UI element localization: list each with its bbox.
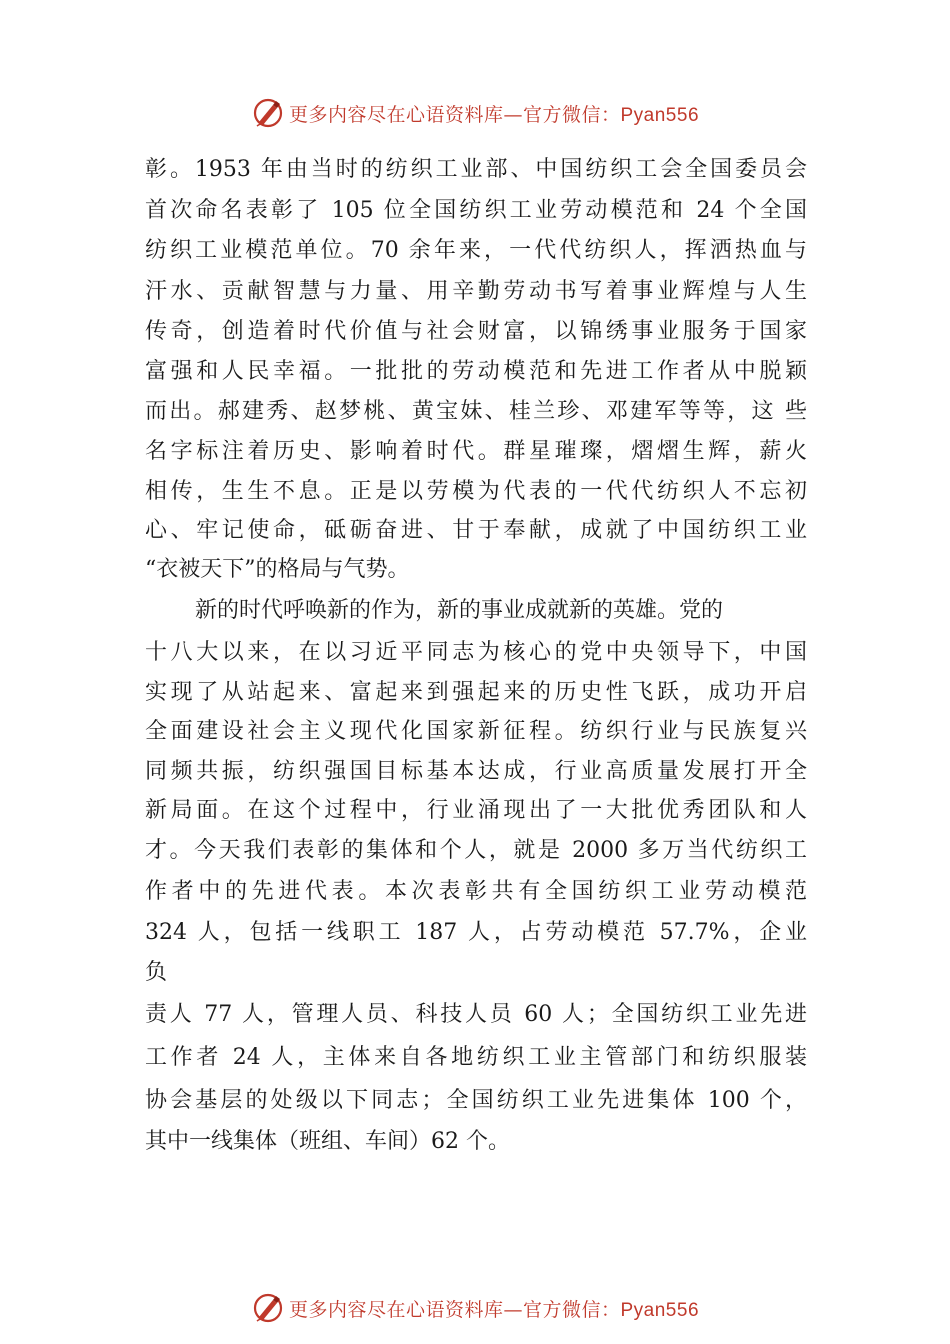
pen-logo-icon <box>251 96 285 130</box>
watermark-handle: Pyan556 <box>620 1299 700 1321</box>
body-line: 实现了从站起来、富起来到强起来的历史性飞跃，成功开启 <box>145 680 807 705</box>
watermark-brand: 更多内容尽在心语资料库—官方微信： <box>288 1298 621 1321</box>
paragraph-start-line: 新的时代呼唤新的作为，新的事业成就新的英雄。党的 <box>195 598 724 623</box>
body-line: 同频共振，纺织强国目标基本达成，行业高质量发展打开全 <box>145 759 807 784</box>
body-line: 首次命名表彰了 105 位全国纺织工业劳动模范和 24 个全国 <box>145 198 807 223</box>
body-line: 相传，生生不息。正是以劳模为代表的一代代纺织人不忘初 <box>145 479 807 504</box>
body-line: 名字标注着历史、影响着时代。群星璀璨，熠熠生辉，薪火 <box>145 439 807 464</box>
watermark-handle: Pyan556 <box>620 104 700 126</box>
body-line: 全面建设社会主义现代化国家新征程。纺织行业与民族复兴 <box>145 719 807 744</box>
body-line: 纺织工业模范单位。70 余年来，一代代纺织人，挥洒热血与 <box>145 238 807 263</box>
watermark-text <box>289 100 699 127</box>
body-line: 汗水、贡献智慧与力量、用辛勤劳动书写着事业辉煌与人生 <box>145 279 807 304</box>
body-line: “衣被天下”的格局与气势。 <box>145 557 410 582</box>
body-line: 而出。郝建秀、赵梦桃、黄宝妹、桂兰珍、邓建军等等，这 些 <box>145 399 807 424</box>
body-line: 彰。1953 年由当时的纺织工业部、中国纺织工会全国委员会 <box>145 157 807 182</box>
body-line: 传奇，创造着时代价值与社会财富，以锦绣事业服务于国家 <box>145 319 807 344</box>
footer-watermark <box>0 1288 950 1328</box>
body-line: 作者中的先进代表。本次表彰共有全国纺织工业劳动模范 <box>145 879 807 904</box>
pen-logo-icon <box>251 1291 285 1325</box>
body-line: 负 <box>145 960 168 985</box>
watermark-text <box>289 1295 699 1322</box>
body-line: 十八大以来，在以习近平同志为核心的党中央领导下，中国 <box>145 640 807 665</box>
body-line: 富强和人民幸福。一批批的劳动模范和先进工作者从中脱颖 <box>145 359 807 384</box>
header-watermark <box>0 93 950 133</box>
body-line: 324 人，包括一线职工 187 人，占劳动模范 57.7%，企业 <box>145 920 807 945</box>
body-line: 协会基层的处级以下同志；全国纺织工业先进集体 100 个， <box>145 1088 807 1113</box>
body-line: 工作者 24 人，主体来自各地纺织工业主管部门和纺织服装 <box>145 1045 807 1070</box>
body-line: 才。今天我们表彰的集体和个人，就是 2000 多万当代纺织工 <box>145 838 807 863</box>
body-line: 新局面。在这个过程中，行业涌现出了一大批优秀团队和人 <box>145 798 807 823</box>
body-line: 责人 77 人，管理人员、科技人员 60 人；全国纺织工业先进 <box>145 1002 807 1027</box>
body-line: 心、牢记使命，砥砺奋进、甘于奉献，成就了中国纺织工业 <box>145 518 807 543</box>
watermark-brand: 更多内容尽在心语资料库—官方微信： <box>288 103 621 126</box>
body-line: 其中一线集体（班组、车间）62 个。 <box>145 1129 510 1154</box>
